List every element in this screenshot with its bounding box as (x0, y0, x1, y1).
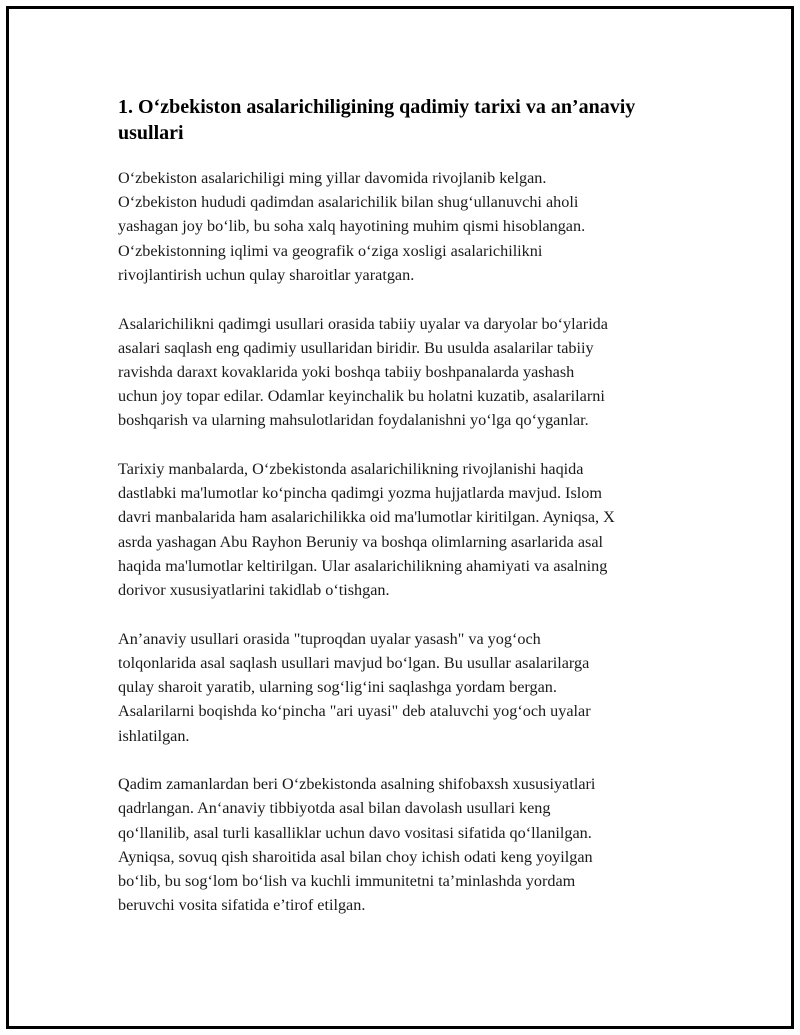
heading-line: usullari (118, 122, 184, 144)
text-line: tolqonlarida asal saqlash usullari mavjud bo‘lgan. Bu usullar asalarilarga (118, 653, 590, 672)
text-line: Qadim zamanlardan beri O‘zbekistonda asalning shifobaxsh xususiyatlari (118, 775, 596, 794)
text-line: haqida ma'lumotlar keltirilgan. Ular asalarichilikning ahamiyati va asalning (118, 556, 608, 575)
text-line: O‘zbekiston asalarichiligi ming yillar davomida rivojlanib kelgan. (118, 169, 547, 187)
text-line: asalari saqlash eng qadimiy usullaridan biridir. Bu usulda asalarilar tabiiy (118, 338, 594, 357)
text-line: rivojlantirish uchun qulay sharoitlar yaratgan. (118, 265, 415, 284)
text-line: davri manbalarida ham asalarichilikka oid ma'lumotlar kiritilgan. Ayniqsa, X (118, 508, 615, 527)
text-line: qo‘llanilib, asal turli kasalliklar uchun davo vositasi sifatida qo‘llanilgan. (118, 823, 592, 842)
text-line: yashagan joy bo‘lib, bu soha xalq hayotining muhim qismi hisoblangan. (118, 217, 586, 236)
text-line: An’anaviy usullari orasida "tuproqdan uyalar yasash" va yog‘och (118, 629, 541, 648)
paragraph-3 (118, 457, 688, 602)
text-line: beruvchi vosita sifatida e’tirof etilgan. (118, 896, 366, 915)
document-body (118, 94, 688, 942)
text-line: O‘zbekistonning iqlimi va geografik o‘ziga xosligi asalarichilikni (118, 241, 543, 260)
text-line: bo‘lib, bu sog‘lom bo‘lish va kuchli immunitetni ta’minlashda yordam (118, 872, 576, 891)
text-line: qulay sharoit yaratib, ularning sog‘lig‘ini saqlashga yordam bergan. (118, 678, 557, 697)
text-line: ravishda daraxt kovaklarida yoki boshqa tabiiy boshpanalarda yashash (118, 362, 575, 381)
section-heading (118, 94, 688, 146)
paragraph-5 (118, 772, 688, 917)
text-line: O‘zbekiston hududi qadimdan asalarichilik bilan shug‘ullanuvchi aholi (118, 193, 579, 212)
heading-line: 1. O‘zbekiston asalarichiligining qadimiy tarixi va an’anaviy (118, 96, 636, 118)
text-line: Asalarichilikni qadimgi usullari orasida tabiiy uyalar va daryolar bo‘ylarida (118, 314, 608, 333)
text-line: dorivor xususiyatlarini takidlab o‘tishgan. (118, 581, 390, 600)
text-line: Ayniqsa, sovuq qish sharoitida asal bilan choy ichish odati keng yoyilgan (118, 847, 593, 866)
text-line: uchun joy topar edilar. Odamlar keyinchalik bu holatni kuzatib, asalarilarni (118, 387, 605, 406)
text-line: ishlatilgan. (118, 726, 190, 745)
text-line: qadrlangan. An‘anaviy tibbiyotda asal bilan davolash usullari keng (118, 799, 551, 818)
paragraph-1 (118, 166, 688, 287)
text-line: Asalarilarni boqishda ko‘pincha "ari uyasi" deb ataluvchi yog‘och uyalar (118, 702, 591, 721)
paragraph-2 (118, 312, 688, 433)
text-line: asrda yashagan Abu Rayhon Beruniy va boshqa olimlarning asarlarida asal (118, 532, 604, 551)
text-line: Tarixiy manbalarda, O‘zbekistonda asalarichilikning rivojlanishi haqida (118, 460, 584, 479)
text-line: dastlabki ma'lumotlar ko‘pincha qadimgi yozma hujjatlarda mavjud. Islom (118, 484, 602, 503)
text-line: boshqarish va ularning mahsulotlaridan foydalanishni yo‘lga qo‘yganlar. (118, 411, 589, 430)
paragraph-4 (118, 627, 688, 748)
